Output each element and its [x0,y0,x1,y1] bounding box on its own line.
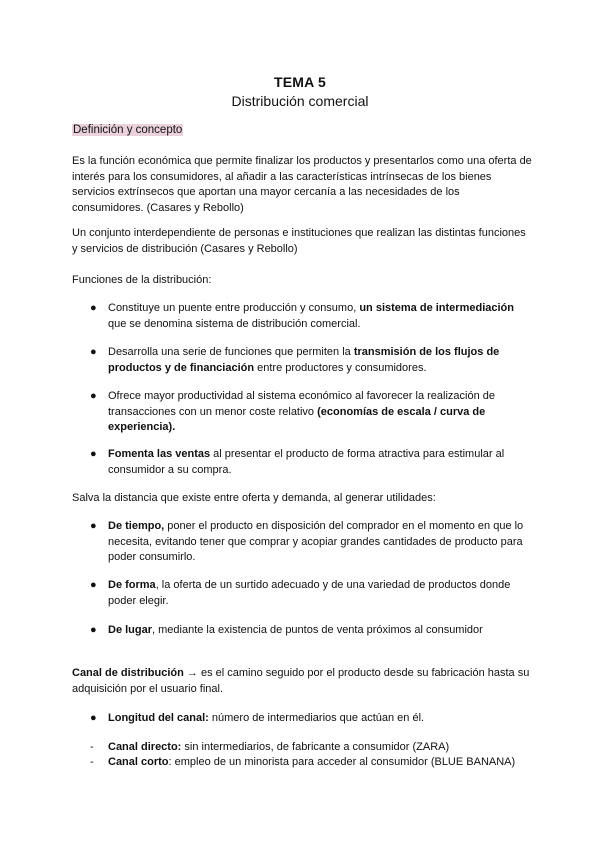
dash-icon: - [90,741,94,753]
list-item-utility-2: De forma, la oferta de un surtido adecuado y de una variedad de productos donde poder elegir. [108,579,511,607]
list-item-utility-1: De tiempo, poner el producto en disposición del comprador en el momento en que lo necesita, evitando tener que comprar y acopiar grandes cantidades de producto para poder consumirlo. [108,520,524,563]
list-item-function-2: Desarrolla una serie de funciones que permiten la transmisión de los flujos de productos y de financiación entre productores y consumidores. [108,346,500,374]
channel-definition: Canal de distribución → es el camino seguido por el producto desde su fabricación hasta su adquisición por el usuario final. [72,667,530,695]
list-item-short-channel: Canal corto: empleo de un minorista para acceder al consumidor (BLUE BANANA) [108,756,516,768]
list-item-function-1: Constituye un puente entre producción y consumo, un sistema de intermediación que se denomina sistema de distribución comercial. [108,302,514,330]
bullet-icon: ● [90,302,97,314]
definition-paragraph-1: Es la función económica que permite finalizar los productos y presentarlos como una oferta de interés para los consumidores, al añadir a las características intrínsecas de los bienes servicios extrínsecos que aportan una mayor cercanía a las necesidades de los consumidores. (Casares y Rebollo) [72,155,532,214]
list-item-direct-channel: Canal directo: sin intermediarios, de fabricante a consumidor (ZARA) [108,741,450,753]
utilities-intro: Salva la distancia que existe entre oferta y demanda, al generar utilidades: [72,492,436,504]
bullet-icon: ● [90,520,97,532]
bullet-icon: ● [90,448,97,460]
bullet-icon: ● [90,712,97,724]
list-item-function-4: Fomenta las ventas al presentar el producto de forma atractiva para estimular al consumidor a su compra. [108,448,505,476]
bullet-icon: ● [90,346,97,358]
section-heading: Definición y concepto [73,124,183,136]
doc-title: TEMA 5 [273,74,327,90]
doc-subtitle: Distribución comercial [231,93,369,109]
list-item-function-3: Ofrece mayor productividad al sistema económico al favorecer la realización de transacciones con un menor coste relativo (economías de escala / curva de experiencia). [108,390,496,433]
list-item-utility-3: De lugar, mediante la existencia de puntos de venta próximos al consumidor [108,624,483,636]
bullet-icon: ● [90,579,97,591]
list-item-channel-length: Longitud del canal: número de intermediarios que actúan en él. [108,712,425,724]
bullet-icon: ● [90,624,97,636]
dash-icon: - [90,756,94,768]
functions-intro: Funciones de la distribución: [72,274,212,286]
definition-paragraph-2: Un conjunto interdependiente de personas e instituciones que realizan las distintas funciones y servicios de distribución (Casares y Rebollo) [72,227,526,255]
bullet-icon: ● [90,390,97,402]
